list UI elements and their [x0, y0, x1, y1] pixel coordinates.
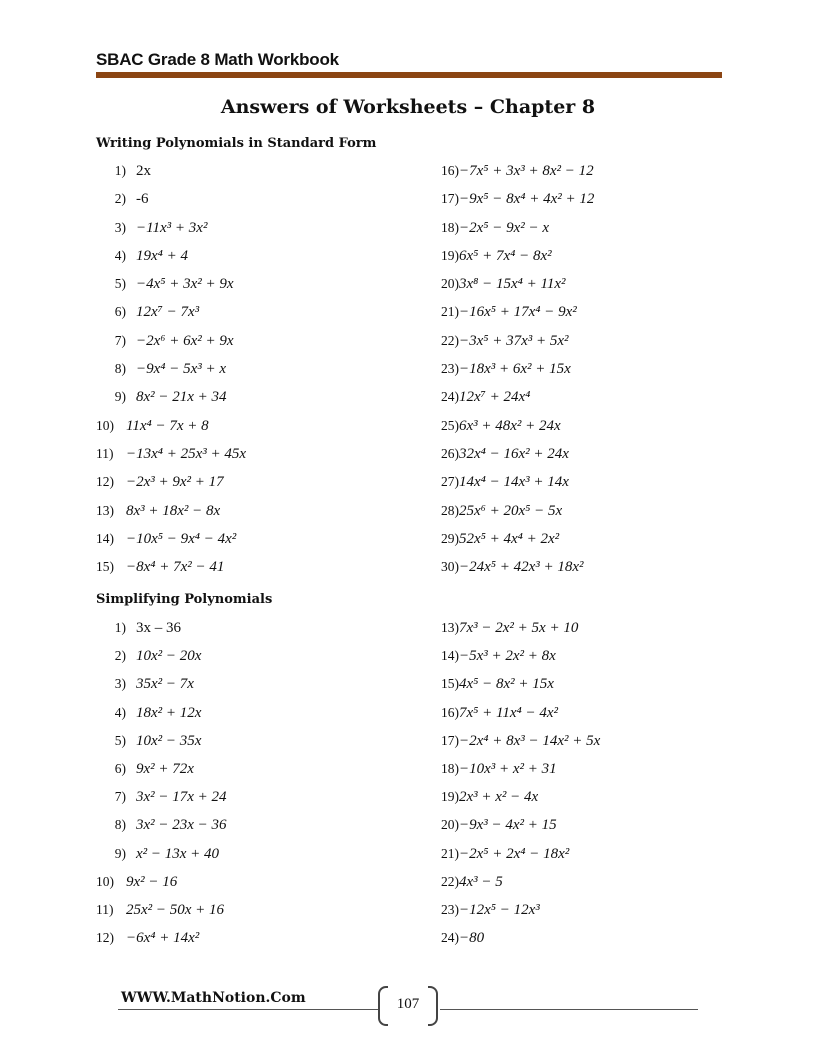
answer-number: 5)	[114, 732, 126, 748]
answer-expression: 3x² − 23x − 36	[136, 817, 227, 834]
answer-item	[96, 242, 246, 270]
answer-expression: 14x⁴ − 14x³ + 14x	[459, 474, 569, 491]
answer-number: 6)	[114, 760, 126, 776]
section-title-standard-form: Writing Polynomials in Standard Form	[96, 136, 377, 151]
answer-expression: 6x⁵ + 7x⁴ − 8x²	[459, 247, 552, 264]
answer-item	[441, 896, 600, 924]
answer-number: 3)	[114, 219, 126, 235]
answer-item	[96, 840, 227, 868]
simplifying-answers-left	[96, 614, 227, 952]
answer-expression: -6	[136, 191, 149, 208]
page-bracket-right	[428, 986, 438, 1026]
answer-item	[96, 868, 227, 896]
answer-expression: 52x⁵ + 4x⁴ + 2x²	[459, 530, 560, 547]
answer-expression: 4x³ − 5	[459, 873, 503, 890]
answer-number: 4)	[114, 704, 126, 720]
answer-item	[96, 383, 246, 411]
answer-expression: 18x² + 12x	[136, 704, 202, 721]
answer-item	[96, 497, 246, 525]
answer-item	[96, 755, 227, 783]
answer-number: 7)	[114, 789, 126, 805]
answer-item	[441, 497, 594, 525]
answer-number: 6)	[114, 304, 126, 320]
answer-item	[441, 614, 600, 642]
answer-item	[441, 468, 594, 496]
answer-item	[96, 614, 227, 642]
answer-expression: −9x⁴ − 5x³ + x	[136, 361, 227, 378]
answer-expression: −9x⁵ − 8x⁴ + 4x² + 12	[459, 191, 595, 208]
answer-number: 30)	[441, 559, 459, 575]
answer-expression: 12x⁷ − 7x³	[136, 304, 200, 321]
answer-item	[96, 811, 227, 839]
answer-expression: 7x⁵ + 11x⁴ − 4x²	[459, 704, 559, 721]
standard-form-answers-right	[441, 157, 594, 581]
answer-expression: −4x⁵ + 3x² + 9x	[136, 276, 234, 293]
answer-number: 1)	[114, 620, 126, 635]
answer-expression: −13x⁴ + 25x³ + 45x	[126, 445, 247, 462]
answer-expression: −5x³ + 2x² + 8x	[459, 648, 556, 665]
answer-item	[96, 440, 246, 468]
answer-number: 13)	[441, 620, 459, 635]
answer-number: 11)	[96, 445, 114, 461]
answer-number: 9)	[114, 389, 126, 405]
answer-item	[441, 924, 600, 952]
answer-item	[441, 355, 594, 383]
answer-expression: −2x⁶ + 6x² + 9x	[136, 332, 234, 349]
answer-expression: 3x⁸ − 15x⁴ + 11x²	[459, 276, 566, 293]
answer-item	[96, 412, 246, 440]
answer-expression: −2x⁵ − 9x² − x	[459, 219, 550, 236]
answer-expression: −12x⁵ − 12x³	[459, 901, 540, 918]
answer-item	[441, 783, 600, 811]
answer-expression: 7x³ − 2x² + 5x + 10	[459, 620, 579, 636]
answer-number: 11)	[96, 901, 114, 917]
answer-number: 7)	[114, 332, 126, 348]
answer-item	[441, 811, 600, 839]
answer-expression: 32x⁴ − 16x² + 24x	[459, 445, 569, 462]
simplifying-answers-right	[441, 614, 600, 952]
answer-expression: −7x⁵ + 3x³ + 8x² − 12	[459, 163, 594, 179]
answer-number: 12)	[96, 474, 114, 490]
answer-item	[441, 157, 594, 185]
page-number: 107	[396, 996, 420, 1012]
book-title: SBAC Grade 8 Math Workbook	[96, 50, 339, 69]
answer-item	[96, 727, 227, 755]
answer-expression: −24x⁵ + 42x³ + 18x²	[459, 559, 584, 576]
answer-item	[96, 670, 227, 698]
answer-expression: −10x³ + x² + 31	[459, 760, 557, 777]
answer-expression: 4x⁵ − 8x² + 15x	[459, 676, 554, 693]
answer-item	[441, 270, 594, 298]
answer-expression: 9x² + 72x	[136, 760, 194, 777]
section-title-simplifying: Simplifying Polynomials	[96, 592, 273, 607]
answer-number: 5)	[114, 276, 126, 292]
answer-item	[441, 840, 600, 868]
answer-item	[441, 553, 594, 581]
answer-item	[441, 214, 594, 242]
answer-number: 22)	[441, 873, 459, 889]
answer-item	[96, 525, 246, 553]
answer-expression: −2x³ + 9x² + 17	[126, 474, 224, 491]
answer-number: 2)	[114, 648, 126, 664]
answer-item	[441, 525, 594, 553]
answer-item	[96, 214, 246, 242]
answer-expression: 10x² − 35x	[136, 732, 202, 749]
answer-item	[441, 412, 594, 440]
answer-expression: 25x² − 50x + 16	[126, 901, 225, 918]
answer-number: 18)	[441, 760, 459, 776]
answer-expression: 8x² − 21x + 34	[136, 389, 227, 406]
answer-item	[441, 185, 594, 213]
answer-expression: −80	[459, 930, 485, 947]
answer-expression: 8x³ + 18x² − 8x	[126, 502, 221, 519]
website-link[interactable]: WWW.MathNotion.Com	[121, 990, 306, 1006]
answer-expression: x² − 13x + 40	[136, 845, 220, 862]
answer-item	[96, 327, 246, 355]
answer-expression: −11x³ + 3x²	[136, 219, 208, 236]
answer-item	[96, 157, 246, 185]
answer-number: 9)	[114, 845, 126, 861]
answer-item	[96, 185, 246, 213]
answer-item	[96, 468, 246, 496]
answer-number: 2)	[114, 191, 126, 207]
answer-number: 29)	[441, 530, 459, 546]
answer-number: 22)	[441, 332, 459, 348]
answer-expression: 3x – 36	[136, 620, 181, 636]
answer-expression: 10x² − 20x	[136, 648, 202, 665]
answer-expression: −6x⁴ + 14x²	[126, 930, 200, 947]
answer-item	[441, 383, 594, 411]
answer-number: 23)	[441, 361, 459, 377]
footer-rule-left	[118, 1009, 380, 1010]
answer-item	[96, 642, 227, 670]
answer-number: 19)	[441, 247, 459, 263]
answer-number: 27)	[441, 474, 459, 490]
answer-expression: 3x² − 17x + 24	[136, 789, 227, 806]
answer-expression: 25x⁶ + 20x⁵ − 5x	[459, 502, 563, 519]
answer-expression: −10x⁵ − 9x⁴ − 4x²	[126, 530, 237, 547]
answer-expression: −8x⁴ + 7x² − 41	[126, 559, 225, 576]
answer-item	[96, 783, 227, 811]
answer-item	[96, 699, 227, 727]
answer-number: 15)	[441, 676, 459, 692]
answer-item	[96, 270, 246, 298]
answer-item	[441, 755, 600, 783]
answer-number: 15)	[96, 559, 114, 575]
answer-item	[441, 868, 600, 896]
answer-number: 13)	[96, 502, 114, 518]
answer-number: 8)	[114, 817, 126, 833]
answer-number: 21)	[441, 304, 459, 320]
answer-number: 4)	[114, 247, 126, 263]
answer-item	[441, 670, 600, 698]
answer-item	[96, 355, 246, 383]
answer-number: 16)	[441, 163, 459, 178]
answer-item	[441, 242, 594, 270]
answer-item	[96, 896, 227, 924]
answer-expression: −2x⁵ + 2x⁴ − 18x²	[459, 845, 570, 862]
answer-number: 17)	[441, 191, 459, 207]
answer-number: 17)	[441, 732, 459, 748]
answer-expression: 35x² − 7x	[136, 676, 194, 693]
answer-item	[96, 298, 246, 326]
answer-expression: 9x² − 16	[126, 873, 178, 890]
answer-item	[441, 327, 594, 355]
answer-number: 23)	[441, 901, 459, 917]
answer-number: 1)	[114, 163, 126, 178]
answer-number: 12)	[96, 930, 114, 946]
answer-number: 24)	[441, 389, 459, 405]
answer-number: 18)	[441, 219, 459, 235]
answer-item	[441, 699, 600, 727]
answer-expression: 6x³ + 48x² + 24x	[459, 417, 561, 434]
answer-expression: −2x⁴ + 8x³ − 14x² + 5x	[459, 732, 601, 749]
answer-item	[96, 924, 227, 952]
answer-number: 10)	[96, 417, 114, 433]
answer-item	[441, 642, 600, 670]
answer-expression: 12x⁷ + 24x⁴	[459, 389, 531, 406]
answer-expression: 11x⁴ − 7x + 8	[126, 417, 209, 434]
answer-number: 28)	[441, 502, 459, 518]
answer-number: 24)	[441, 930, 459, 946]
answer-expression: −3x⁵ + 37x³ + 5x²	[459, 332, 569, 349]
answer-expression: −9x³ − 4x² + 15	[459, 817, 557, 834]
answer-number: 26)	[441, 445, 459, 461]
chapter-title: Answers of Worksheets – Chapter 8	[220, 96, 596, 118]
answer-item	[441, 440, 594, 468]
answer-expression: −18x³ + 6x² + 15x	[459, 361, 571, 378]
answer-number: 10)	[96, 873, 114, 889]
answer-number: 3)	[114, 676, 126, 692]
answer-expression: 19x⁴ + 4	[136, 247, 188, 264]
answer-number: 25)	[441, 417, 459, 433]
answer-expression: −16x⁵ + 17x⁴ − 9x²	[459, 304, 577, 321]
answer-item	[441, 727, 600, 755]
answer-number: 8)	[114, 361, 126, 377]
answer-number: 19)	[441, 789, 459, 805]
answer-item	[96, 553, 246, 581]
answer-number: 20)	[441, 276, 459, 292]
standard-form-answers-left	[96, 157, 246, 581]
page-bracket-left	[378, 986, 388, 1026]
footer-rule-right	[440, 1009, 698, 1010]
answer-number: 20)	[441, 817, 459, 833]
header-rule	[96, 72, 722, 78]
answer-number: 16)	[441, 704, 459, 720]
answer-number: 21)	[441, 845, 459, 861]
answer-expression: 2x³ + x² − 4x	[459, 789, 539, 806]
answer-number: 14)	[441, 648, 459, 664]
answer-number: 14)	[96, 530, 114, 546]
answer-item	[441, 298, 594, 326]
answer-expression: 2x	[136, 163, 151, 179]
